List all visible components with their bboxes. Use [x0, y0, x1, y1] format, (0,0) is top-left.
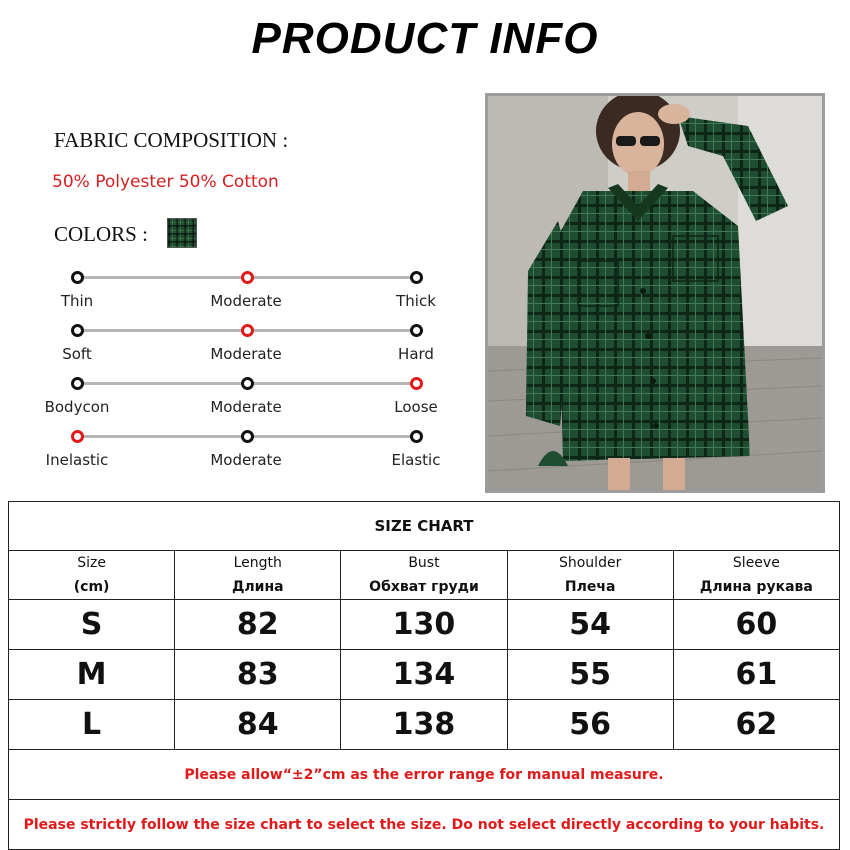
- size-cell: L: [9, 700, 175, 750]
- header-label: Length: [233, 555, 282, 571]
- scale-label-right: Hard: [398, 345, 434, 363]
- scale-dot: [410, 377, 423, 390]
- table-row: [9, 600, 840, 650]
- thickness-scale: [0, 270, 480, 320]
- sleeve-cell: 60: [673, 600, 839, 650]
- header-sublabel: (cm): [73, 579, 110, 595]
- scale-label-left: Inelastic: [45, 451, 109, 469]
- header-sublabel: Длина: [231, 579, 284, 595]
- shoulder-cell: 55: [507, 650, 673, 700]
- size-cell: M: [9, 650, 175, 700]
- column-header-length: [175, 551, 341, 600]
- shoulder-cell: 56: [507, 700, 673, 750]
- scale-label-middle: Moderate: [210, 292, 282, 310]
- scale-dot: [71, 324, 84, 337]
- size-selection-note: Please strictly follow the size chart to select the size. Do not select directly according to your habits.: [9, 800, 840, 850]
- bust-cell: 130: [341, 600, 507, 650]
- scale-dot: [410, 271, 423, 284]
- column-header-size: [9, 551, 175, 600]
- table-header-row: [9, 551, 840, 600]
- bust-cell: 134: [341, 650, 507, 700]
- scale-dot: [241, 430, 254, 443]
- colors-label: COLORS :: [54, 222, 148, 246]
- bust-cell: 138: [341, 700, 507, 750]
- header-sublabel: Обхват груди: [369, 579, 479, 595]
- scale-label-left: Bodycon: [44, 398, 110, 416]
- scale-dot: [241, 377, 254, 390]
- fabric-composition-value: 50% Polyester 50% Cotton: [52, 172, 279, 192]
- column-header-shoulder: [507, 551, 673, 600]
- header-label: Bust: [408, 555, 440, 571]
- scale-label-middle: Moderate: [210, 345, 282, 363]
- scale-dot: [71, 271, 84, 284]
- fabric-composition-label: FABRIC COMPOSITION :: [54, 128, 289, 152]
- scale-label-middle: Moderate: [210, 451, 282, 469]
- header-sublabel: Длина рукава: [699, 579, 813, 595]
- table-row: [9, 650, 840, 700]
- sleeve-cell: 61: [673, 650, 839, 700]
- scale-dot: [241, 271, 254, 284]
- header-sublabel: Плеча: [564, 579, 616, 595]
- softness-scale: [0, 323, 480, 373]
- scale-dot: [71, 430, 84, 443]
- scale-dot: [410, 324, 423, 337]
- length-cell: 83: [175, 650, 341, 700]
- scale-label-right: Elastic: [391, 451, 441, 469]
- scale-label-left: Soft: [62, 345, 92, 363]
- column-header-bust: [341, 551, 507, 600]
- measurement-error-note: Please allow“±2”cm as the error range for manual measure.: [9, 750, 840, 800]
- scale-dot: [241, 324, 254, 337]
- product-photo: [485, 93, 825, 493]
- elasticity-scale: [0, 429, 480, 479]
- page-title: PRODUCT INFO: [251, 14, 599, 63]
- size-chart-table: [8, 501, 840, 850]
- scale-dot: [410, 430, 423, 443]
- column-header-sleeve: [673, 551, 839, 600]
- header-label: Shoulder: [558, 555, 622, 571]
- color-swatch[interactable]: [167, 218, 197, 248]
- length-cell: 82: [175, 600, 341, 650]
- shoulder-cell: 54: [507, 600, 673, 650]
- size-chart-title: SIZE CHART: [9, 502, 840, 551]
- size-cell: S: [9, 600, 175, 650]
- fit-scale: [0, 376, 480, 426]
- scale-dot: [71, 377, 84, 390]
- sleeve-cell: 62: [673, 700, 839, 750]
- scale-label-middle: Moderate: [210, 398, 282, 416]
- scale-label-left: Thin: [60, 292, 94, 310]
- scale-label-right: Thick: [396, 292, 436, 310]
- header-label: Size: [77, 555, 106, 571]
- scale-label-right: Loose: [394, 398, 438, 416]
- header-label: Sleeve: [732, 555, 780, 571]
- model-wearing-plaid-shirt-image: [488, 96, 822, 490]
- length-cell: 84: [175, 700, 341, 750]
- table-row: [9, 700, 840, 750]
